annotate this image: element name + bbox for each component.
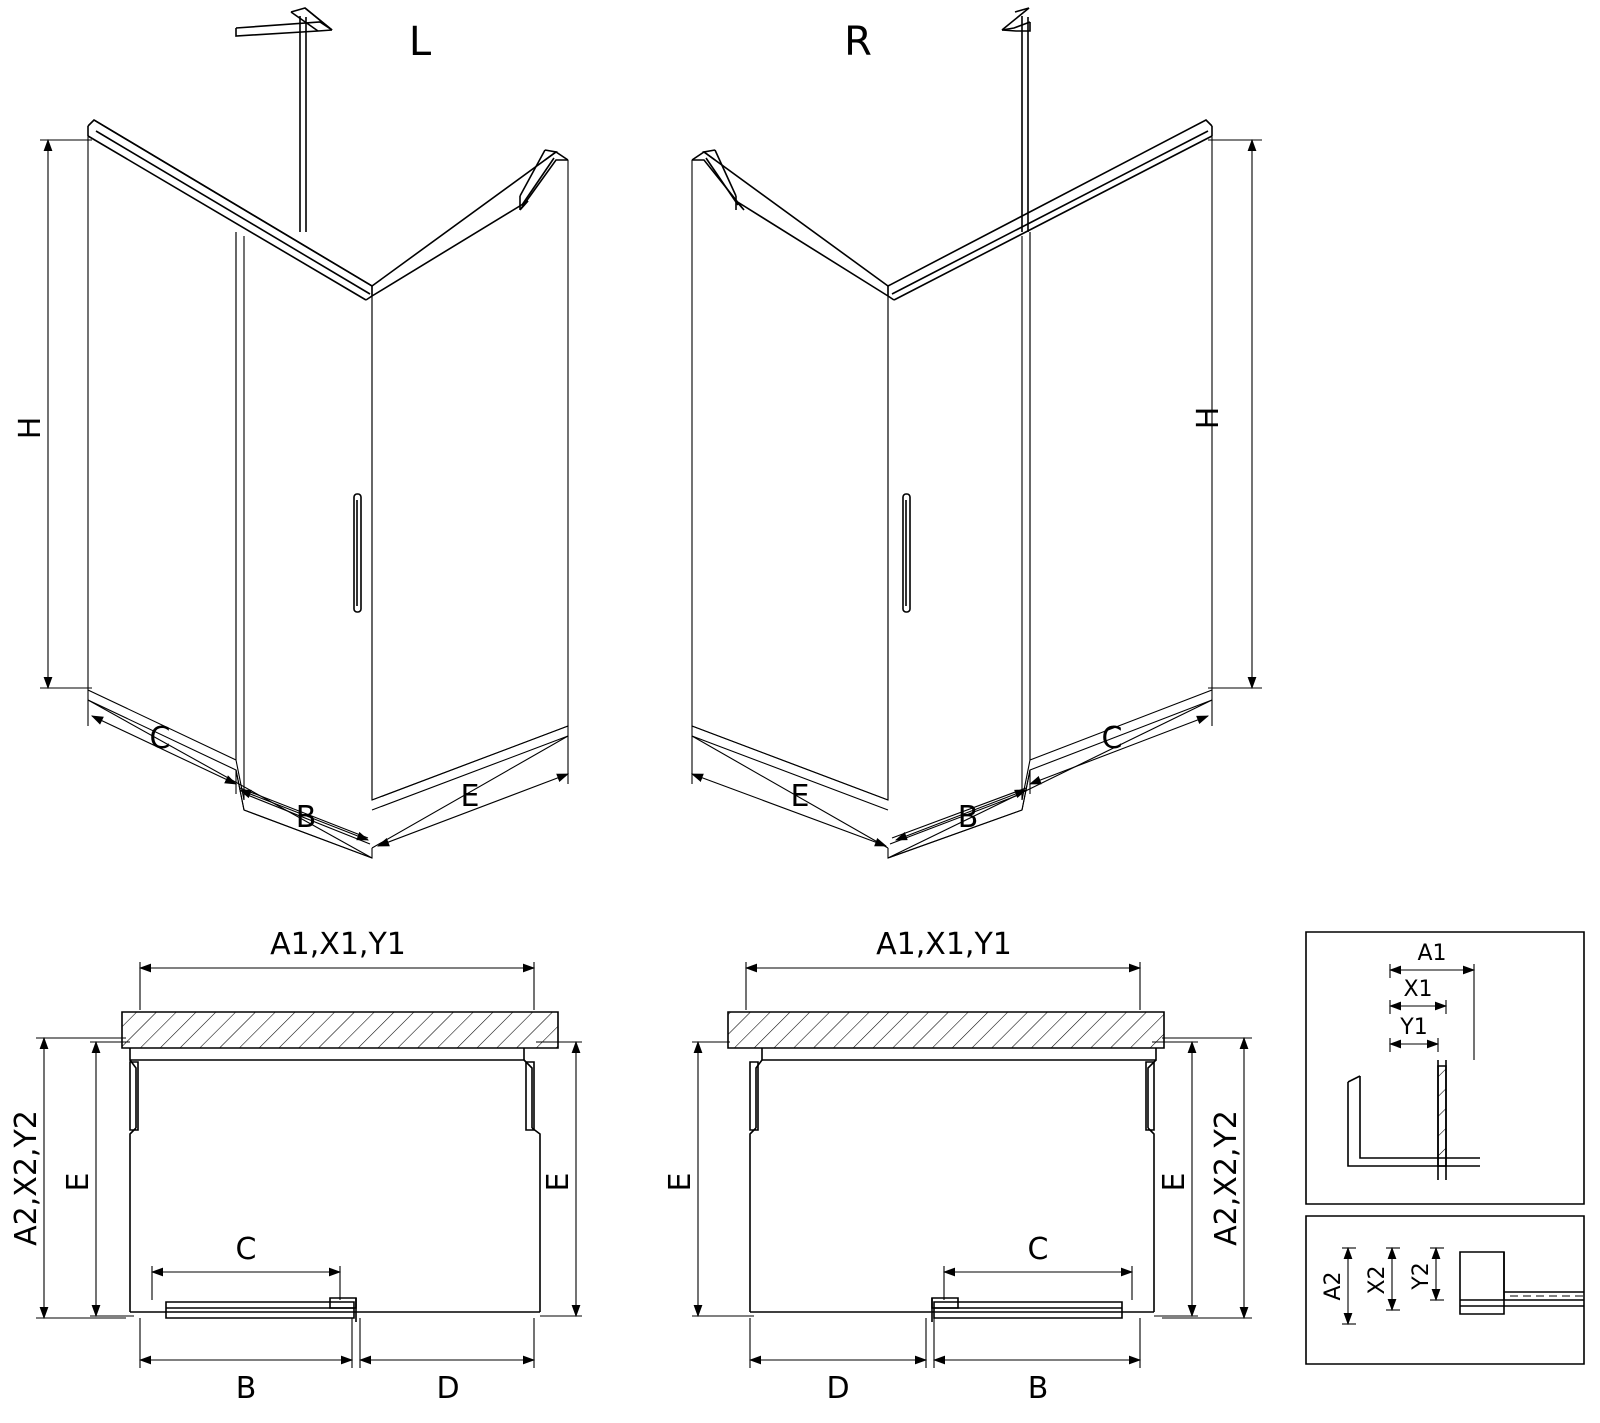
label-b-plan-left: B — [235, 1371, 257, 1406]
label-e-plan-right-left: E — [663, 1172, 698, 1192]
detail-view-top — [1306, 932, 1584, 1204]
dim-a1x1y1-left — [140, 962, 534, 1010]
dim-d-plan-left — [360, 1318, 534, 1368]
plan-view-right — [663, 927, 1252, 1406]
label-b-right: B — [957, 800, 979, 835]
iso-view-left — [13, 8, 568, 858]
label-e-left: E — [460, 779, 480, 814]
label-c-plan-left: C — [235, 1232, 257, 1267]
dim-d-plan-right — [750, 1318, 926, 1368]
label-e-plan-left-right: E — [541, 1172, 576, 1192]
label-view-left: L — [408, 19, 432, 65]
label-e-plan-left: E — [61, 1172, 96, 1192]
dim-b-plan-right — [934, 1318, 1140, 1368]
plan-view-left — [9, 927, 582, 1406]
dim-b-plan-left — [140, 1318, 352, 1368]
label-e-plan-right-right: E — [1157, 1172, 1192, 1192]
label-a1-detail: A1 — [1417, 941, 1447, 966]
label-a1x1y1-right: A1,X1,Y1 — [876, 927, 1012, 962]
dim-c-plan-left — [152, 1266, 340, 1300]
label-view-right: R — [844, 19, 872, 65]
dim-y1-detail — [1390, 1038, 1438, 1052]
label-y1-detail: Y1 — [1400, 1015, 1428, 1040]
dim-a1x1y1-right — [746, 962, 1140, 1010]
label-a2x2y2-left: A2,X2,Y2 — [9, 1110, 44, 1246]
label-b-plan-right: B — [1027, 1371, 1049, 1406]
label-c-right: C — [1101, 721, 1123, 756]
detail-view-bottom — [1306, 1216, 1584, 1364]
label-c-plan-right: C — [1027, 1232, 1049, 1267]
label-x1-detail: X1 — [1403, 977, 1433, 1002]
dim-c-plan-right — [944, 1266, 1132, 1300]
label-h-left: H — [13, 416, 48, 440]
dim-e-plan-right-left — [692, 1042, 754, 1316]
dim-e-plan-left — [90, 1042, 134, 1316]
label-a1x1y1-left: A1,X1,Y1 — [270, 927, 406, 962]
label-y2-detail: Y2 — [1409, 1262, 1434, 1290]
label-h-right: H — [1191, 406, 1226, 430]
iso-view-right — [692, 8, 1262, 858]
label-x2-detail: X2 — [1365, 1265, 1390, 1295]
dim-h-left — [40, 140, 92, 688]
wall-hatch-right — [728, 1012, 1164, 1048]
label-d-plan-right: D — [826, 1371, 850, 1406]
label-b-left: B — [295, 800, 317, 835]
label-d-plan-left: D — [436, 1371, 460, 1406]
label-a2-detail: A2 — [1321, 1271, 1346, 1301]
dim-x1-detail — [1390, 1000, 1446, 1014]
label-e-right: E — [790, 779, 810, 814]
label-a2x2y2-right: A2,X2,Y2 — [1209, 1110, 1244, 1246]
label-c-left: C — [149, 721, 171, 756]
wall-hatch-left — [122, 1012, 558, 1048]
